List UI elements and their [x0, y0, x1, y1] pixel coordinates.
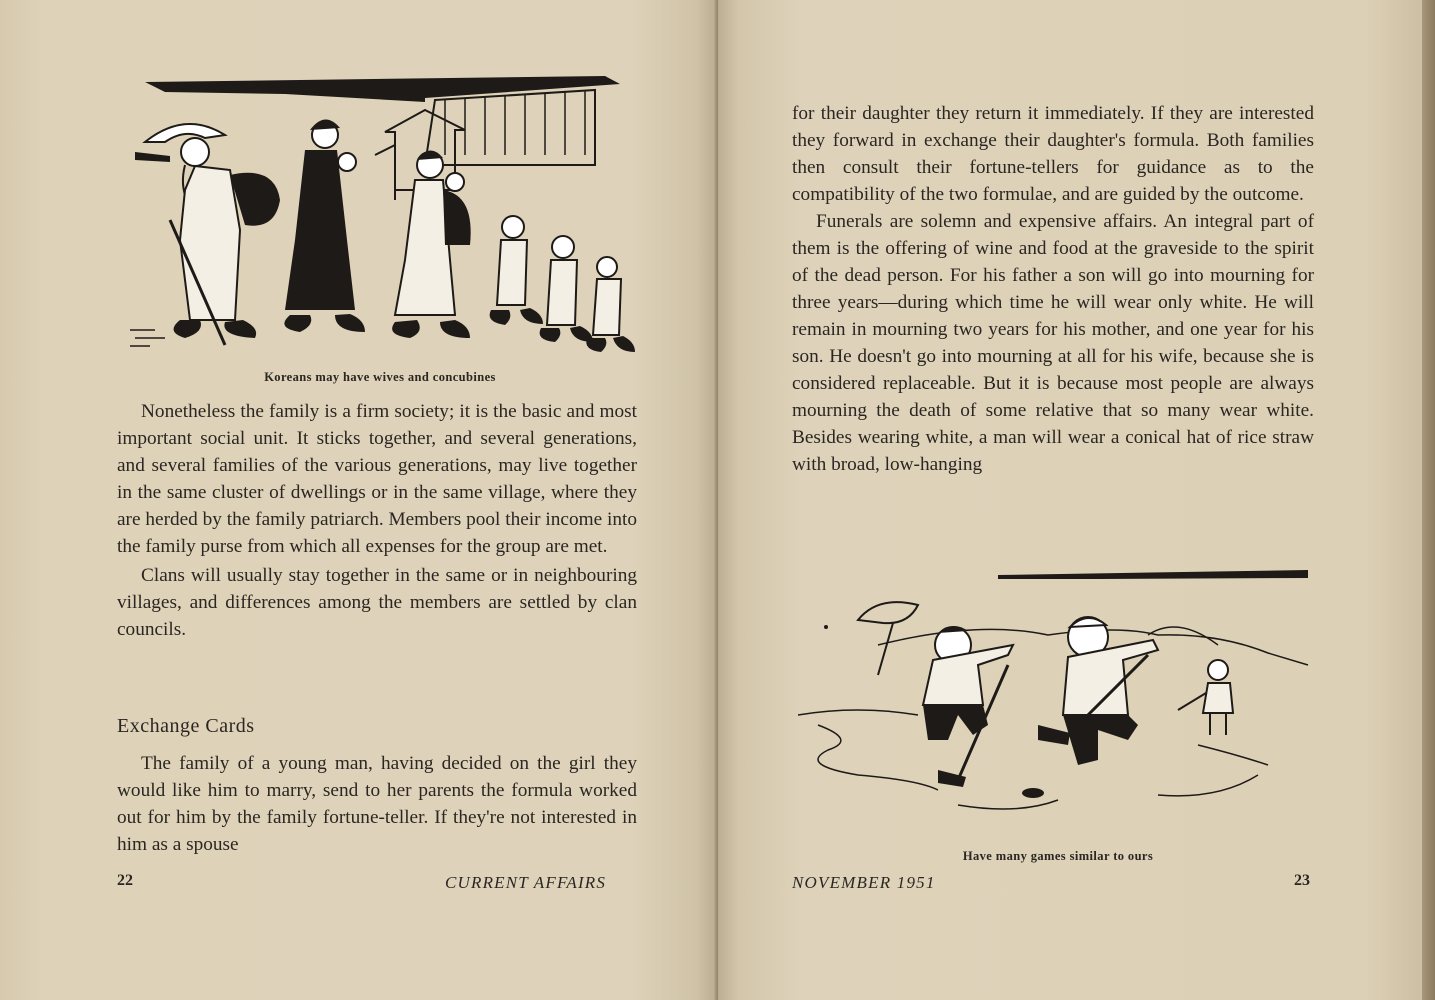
left-page-number: 22 — [117, 872, 133, 889]
right-body-block — [792, 100, 1314, 478]
right-running-footer: NOVEMBER 1951 — [792, 873, 936, 892]
right-paragraph-1: for their daughter they return it immediately. If they are interested they forward in exchange their daughter's formula. Both families then consult their fortune-tellers for guidance as to the compatibility of the two formulae, and are guided by the outcome. — [792, 103, 1314, 205]
left-body-block-1 — [117, 398, 637, 643]
family-walking-illustration-icon — [125, 70, 640, 365]
left-body-block-2 — [117, 750, 637, 858]
right-paragraph-2: Funerals are solemn and expensive affairs. An integral part of them is the offering of wine and food at the graveside to the spirit of the dead person. For his father a son will go into mourning for three years—during which time he will wear only white. He will remain in mourning two years for his mother, and one year for his son. He doesn't go into mourning at all for his wife, because she is considered replaceable. But it is because most people are always mourning the death of some relative that so many wear white. Besides wearing white, a man will wear a conical hat of rice straw with broad, low-hanging — [792, 211, 1314, 475]
left-running-footer: CURRENT AFFAIRS — [445, 873, 607, 892]
ice-hockey-illustration-icon — [798, 565, 1318, 845]
right-caption: Have many games similar to ours — [962, 849, 1154, 863]
left-caption: Koreans may have wives and concubines — [264, 370, 496, 384]
right-page-number: 23 — [1294, 872, 1310, 889]
left-paragraph-3: The family of a young man, having decided on the girl they would like him to marry, send to her parents the formula worked out for him by the family fortune-teller. If they're not interested in him as a spouse — [117, 753, 637, 855]
left-paragraph-2: Clans will usually stay together in the same or in neighbouring villages, and differences among the members are settled by clan councils. — [117, 565, 637, 640]
section-heading: Exchange Cards — [117, 715, 255, 737]
left-paragraph-1: Nonetheless the family is a firm society; it is the basic and most important social unit. It sticks together, and several generations, and several families of the various generations, may live together in the same cluster of dwellings or in the same village, where they are herded by the family patriarch. Members pool their income into the family purse from which all expenses for the group are met. — [117, 401, 637, 557]
page-edge — [1422, 0, 1435, 1000]
right-page — [718, 0, 1422, 1000]
